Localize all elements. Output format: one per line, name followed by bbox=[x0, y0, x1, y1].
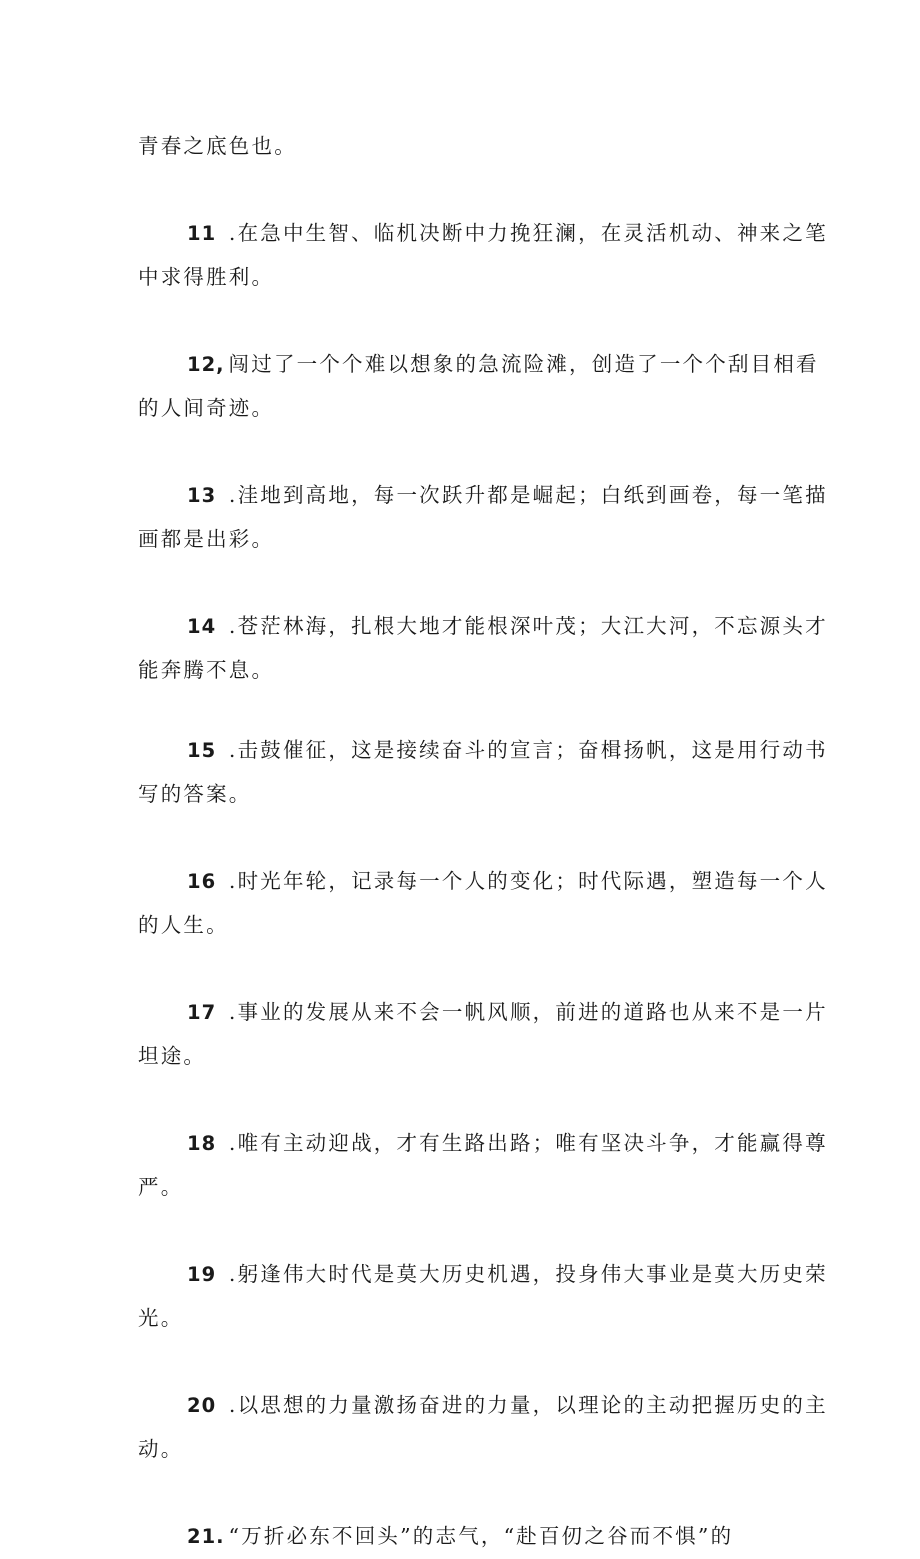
paragraph-first-line bbox=[138, 990, 828, 1034]
item-number: 18 bbox=[187, 1132, 217, 1155]
paragraph-text: .洼地到高地，每一次跃升都是崛起；白纸到画卷，每一笔描 bbox=[220, 483, 828, 507]
paragraph-continuation: 中求得胜利。 bbox=[138, 265, 275, 289]
paragraph-continuation: 坦途。 bbox=[138, 1044, 207, 1068]
paragraph-first-line bbox=[138, 473, 828, 517]
paragraph-gap bbox=[138, 1471, 794, 1514]
paragraph-first-line bbox=[138, 1383, 828, 1427]
paragraph-gap bbox=[138, 692, 794, 728]
paragraph-gap bbox=[138, 947, 794, 990]
paragraph-line: 青春之底色也。 bbox=[138, 134, 297, 158]
paragraph-text: .时光年轮，记录每一个人的变化；时代际遇，塑造每一个人 bbox=[220, 869, 828, 893]
paragraph-first-line bbox=[138, 1121, 828, 1165]
paragraph-first-line bbox=[138, 1252, 828, 1296]
paragraph-first-line bbox=[138, 604, 828, 648]
paragraph-first-line bbox=[138, 342, 819, 386]
paragraph-continuation: 画都是出彩。 bbox=[138, 527, 275, 551]
paragraph-continuation: 光。 bbox=[138, 1306, 184, 1330]
paragraph-gap bbox=[138, 816, 794, 859]
item-number: 19 bbox=[187, 1263, 217, 1286]
item-number: 21. bbox=[187, 1525, 225, 1548]
paragraph-first-line bbox=[138, 211, 828, 255]
paragraph-text: .事业的发展从来不会一帆风顺，前进的道路也从来不是一片 bbox=[220, 1000, 828, 1024]
item-number: 11 bbox=[187, 222, 217, 245]
item-number: 16 bbox=[187, 870, 217, 893]
paragraph-first-line bbox=[138, 728, 828, 772]
paragraph-first-line bbox=[138, 1514, 794, 1558]
paragraph-continuation: 的人间奇迹。 bbox=[138, 396, 275, 420]
paragraph-gap bbox=[138, 1078, 794, 1121]
paragraph-gap bbox=[138, 561, 794, 604]
item-number: 20 bbox=[187, 1394, 217, 1417]
paragraph-text: .唯有主动迎战，才有生路出路；唯有坚决斗争，才能赢得尊 bbox=[220, 1131, 828, 1155]
item-number: 12, bbox=[187, 353, 225, 376]
paragraph-gap bbox=[138, 430, 794, 473]
paragraph-gap bbox=[138, 1209, 794, 1252]
paragraph-text: .躬逢伟大时代是莫大历史机遇，投身伟大事业是莫大历史荣 bbox=[220, 1262, 828, 1286]
paragraph-text: .在急中生智、临机决断中力挽狂澜，在灵活机动、神来之笔 bbox=[220, 221, 828, 245]
paragraph-continuation: 写的答案。 bbox=[138, 782, 252, 806]
paragraph-gap bbox=[138, 168, 794, 211]
paragraph-first-line bbox=[138, 859, 828, 903]
paragraph-text: .以思想的力量激扬奋进的力量，以理论的主动把握历史的主 bbox=[220, 1393, 828, 1417]
paragraph-text: “万折必东不回头”的志气，“赴百仞之谷而不惧”的 bbox=[228, 1524, 734, 1548]
item-number: 15 bbox=[187, 739, 217, 762]
paragraph-text: .击鼓催征，这是接续奋斗的宣言；奋楫扬帆，这是用行动书 bbox=[220, 738, 828, 762]
paragraph-continuation: 严。 bbox=[138, 1175, 184, 1199]
paragraph-text: 闯过了一个个难以想象的急流险滩，创造了一个个刮目相看 bbox=[228, 352, 819, 376]
paragraph-gap bbox=[138, 299, 794, 342]
paragraph-continuation: 动。 bbox=[138, 1437, 184, 1461]
paragraph-text: .苍茫林海，扎根大地才能根深叶茂；大江大河，不忘源头才 bbox=[220, 614, 828, 638]
paragraph-continuation: 能奔腾不息。 bbox=[138, 658, 275, 682]
item-number: 14 bbox=[187, 615, 217, 638]
paragraph-continuation: 的人生。 bbox=[138, 913, 229, 937]
item-number: 17 bbox=[187, 1001, 217, 1024]
item-number: 13 bbox=[187, 484, 217, 507]
document-body bbox=[138, 124, 828, 1558]
paragraph-gap bbox=[138, 1340, 794, 1383]
